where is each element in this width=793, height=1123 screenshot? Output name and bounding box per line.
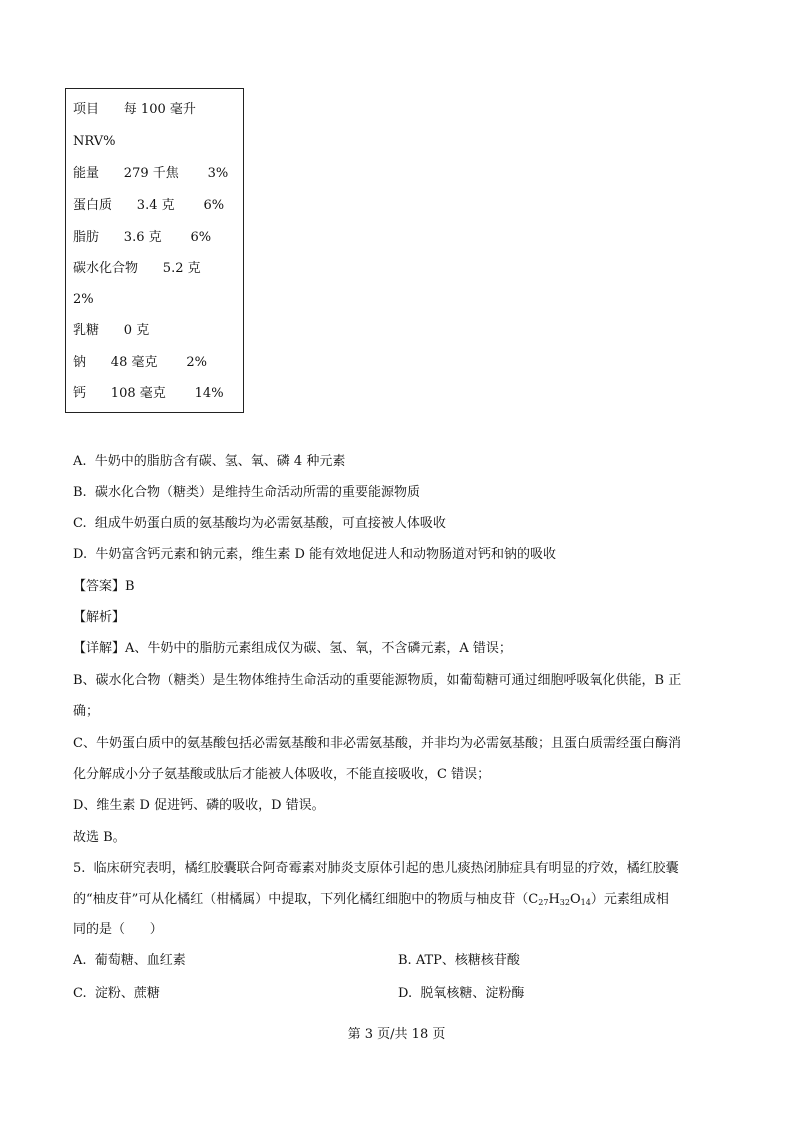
table-row: 钠 48 毫克 2% [73, 355, 208, 370]
detail-line: 【详解】A、牛奶中的脂肪元素组成仅为碳、氢、氧，不含磷元素，A 错误； [73, 641, 512, 656]
table-row: 蛋白质 3.4 克 6% [73, 198, 225, 213]
q5-stem-text: ）元素组成相 [590, 892, 669, 907]
table-row: 碳水化合物 5.2 克 [73, 261, 201, 276]
q5-option-c: C. 淀粉、蔗糖 [73, 986, 160, 1001]
formula-element: H [548, 892, 560, 907]
analysis-label: 【解析】 [73, 610, 126, 625]
q5-stem-line: 同的是（ ） [73, 922, 163, 937]
table-row: 脂肪 3.6 克 6% [73, 230, 212, 245]
q5-option-d: D. 脱氧核糖、淀粉酶 [398, 986, 525, 1001]
q4-option-b: B. 碳水化合物（糖类）是维持生命活动所需的重要能源物质 [73, 485, 420, 500]
table-row: 能量 279 千焦 3% [73, 166, 229, 181]
subscript: 14 [580, 898, 591, 907]
table-row: 2% [73, 292, 94, 307]
q5-stem-line: 5. 临床研究表明，橘红胶囊联合阿奇霉素对肺炎支原体引起的患儿痰热闭肺症具有明显的疗效，橘红胶囊 [73, 861, 679, 876]
answer-label: 【答案】B [73, 579, 135, 594]
page-footer: 第 3 页/共 18 页 [347, 1027, 446, 1042]
table-row: 项目 每 100 毫升 [73, 102, 196, 117]
nutrition-facts-table [65, 88, 244, 413]
table-row: 乳糖 0 克 [73, 323, 150, 338]
detail-line: 故选 B。 [73, 830, 126, 845]
detail-line: 化分解成小分子氨基酸或肽后才能被人体吸收，不能直接吸收，C 错误； [73, 767, 491, 782]
q5-option-a: A. 葡萄糖、血红素 [73, 953, 186, 968]
detail-line: 确； [73, 704, 100, 719]
q5-stem-text: 的“柚皮苷”可从化橘红（柑橘属）中提取，下列化橘红细胞中的物质与柚皮苷（C [73, 892, 539, 907]
subscript: 27 [538, 898, 549, 907]
table-row: 钙 108 毫克 14% [73, 386, 224, 401]
detail-line: C、牛奶蛋白质中的氨基酸包括必需氨基酸和非必需氨基酸，并非均为必需氨基酸；且蛋白质需经蛋白酶消 [73, 736, 681, 751]
detail-line: B、碳水化合物（糖类）是生物体维持生命活动的重要能源物质，如葡萄糖可通过细胞呼吸氧化供能，B 正 [73, 673, 682, 688]
q5-stem-line [73, 891, 669, 912]
subscript: 32 [559, 898, 570, 907]
formula-element: O [569, 892, 581, 907]
detail-line: D、维生素 D 促进钙、磷的吸收，D 错误。 [73, 798, 325, 813]
q4-option-c: C. 组成牛奶蛋白质的氨基酸均为必需氨基酸，可直接被人体吸收 [73, 516, 446, 531]
q4-option-d: D. 牛奶富含钙元素和钠元素，维生素 D 能有效地促进人和动物肠道对钙和钠的吸收 [73, 547, 557, 562]
q5-option-b: B. ATP、核糖核苷酸 [398, 953, 520, 968]
table-row: NRV% [73, 134, 116, 149]
q4-option-a: A. 牛奶中的脂肪含有碳、氢、氧、磷 4 种元素 [73, 454, 346, 469]
